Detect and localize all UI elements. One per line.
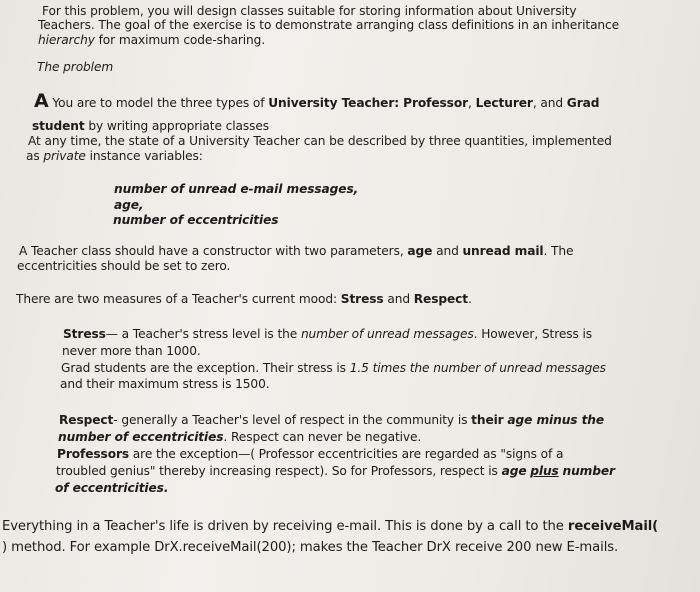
final-line-2: [2, 540, 618, 555]
part-a-text: ,: [468, 96, 476, 110]
their-term: their: [471, 413, 504, 427]
part-a-text: instance variables:: [85, 149, 203, 163]
age-term: age: [501, 464, 527, 478]
respect-text: troubled genius" thereby increasing respect). So for Professors, respect is: [56, 464, 502, 478]
unread-mail-param: unread mail: [462, 244, 544, 258]
mood-text: There are two measures of a Teacher's current mood:: [16, 292, 341, 306]
respect-line-2: [58, 430, 421, 445]
intro-text: Teachers. The goal of the exercise is to demonstrate arranging class definitions in an inheritance: [38, 18, 620, 32]
ctor-line-1: [19, 244, 573, 259]
final-line-1: [2, 519, 658, 534]
teacher-types: University Teacher: Professor: [268, 96, 469, 110]
var-unread-mail: number of unread e-mail messages,: [114, 182, 359, 196]
mood-line: [16, 292, 472, 307]
intro-line-3: [38, 33, 265, 48]
ctor-text: . The: [543, 244, 574, 258]
part-a-line-3: At any time, the state of a University Teacher can be described by three quantities, implemented: [28, 134, 612, 148]
student-term: student: [32, 119, 85, 133]
respect-label: Respect: [59, 413, 114, 427]
final-text: ) method. For example: [2, 540, 155, 555]
problem-heading: The problem: [37, 60, 114, 74]
mood-text: and: [383, 292, 414, 306]
respect-formula: number of eccentricities: [58, 430, 224, 444]
part-a-text: , and: [532, 96, 567, 110]
ctor-text: and: [432, 244, 463, 258]
ctor-line-2: eccentricities should be set to zero.: [17, 259, 231, 273]
part-a-line-2: [32, 119, 269, 134]
intro-text: For this problem, you will design classes suitable for storing information about University: [42, 4, 577, 18]
respect-line-5: of eccentricities.: [55, 481, 169, 495]
stress-text: . However, Stress is: [473, 327, 593, 341]
respect-line-1: [59, 413, 604, 428]
respect-text: are the exception—( Professor eccentricities are regarded as "signs of a: [129, 447, 564, 461]
stress-text: — a Teacher's stress level is the: [105, 327, 301, 341]
ctor-text: A Teacher class should have a constructor with two parameters,: [19, 244, 408, 258]
stress-term: Stress: [340, 292, 384, 306]
stress-text: Grad students are the exception. Their stress is: [61, 361, 350, 375]
final-text: makes the Teacher DrX receive 200 new E-mails.: [295, 540, 619, 555]
age-param: age: [407, 244, 433, 258]
lecturer-term: Lecturer: [475, 96, 533, 110]
intro-text: for maximum code-sharing.: [94, 33, 266, 47]
part-a-line-4: [26, 149, 203, 164]
grad-term: Grad: [566, 96, 600, 110]
respect-text: . Respect can never be negative.: [223, 430, 422, 444]
professors-term: Professors: [57, 447, 130, 461]
respect-line-3: [57, 447, 563, 462]
number-term: number: [562, 464, 615, 478]
intro-line-2: [38, 18, 619, 33]
private-term: private: [43, 149, 86, 163]
stress-line-3: [61, 361, 606, 376]
receive-mail-method: receiveMail(: [567, 519, 659, 534]
part-a-text: as: [26, 149, 44, 163]
intro-line-1: [42, 4, 577, 19]
stress-line-2: never more than 1000.: [62, 344, 201, 358]
respect-term: Respect: [413, 292, 469, 306]
stress-label: Stress: [63, 327, 106, 341]
hierarchy-term: hierarchy: [38, 33, 95, 47]
part-a-line-1: [34, 90, 600, 112]
respect-text: - generally a Teacher's level of respect in the community is: [113, 413, 472, 427]
var-age: age,: [114, 198, 144, 212]
part-a-text: by writing appropriate classes: [84, 119, 270, 133]
part-a-letter: A: [34, 90, 49, 112]
stress-formula: number of unread messages: [300, 327, 474, 341]
example-call: DrX.receiveMail(200);: [154, 540, 296, 555]
plus-term: plus: [530, 464, 559, 478]
mood-text: .: [468, 292, 472, 306]
respect-formula: age minus the: [507, 413, 605, 427]
respect-line-4: [56, 464, 615, 479]
grad-stress-formula: 1.5 times the number of unread messages: [349, 361, 606, 375]
var-eccentricities: number of eccentricities: [113, 213, 279, 227]
final-text: Everything in a Teacher's life is driven by receiving e-mail. This is done by a call to the: [2, 519, 568, 534]
stress-line-4: and their maximum stress is 1500.: [60, 377, 270, 391]
part-a-text: You are to model the three types of: [48, 96, 269, 110]
stress-line-1: [63, 327, 592, 342]
